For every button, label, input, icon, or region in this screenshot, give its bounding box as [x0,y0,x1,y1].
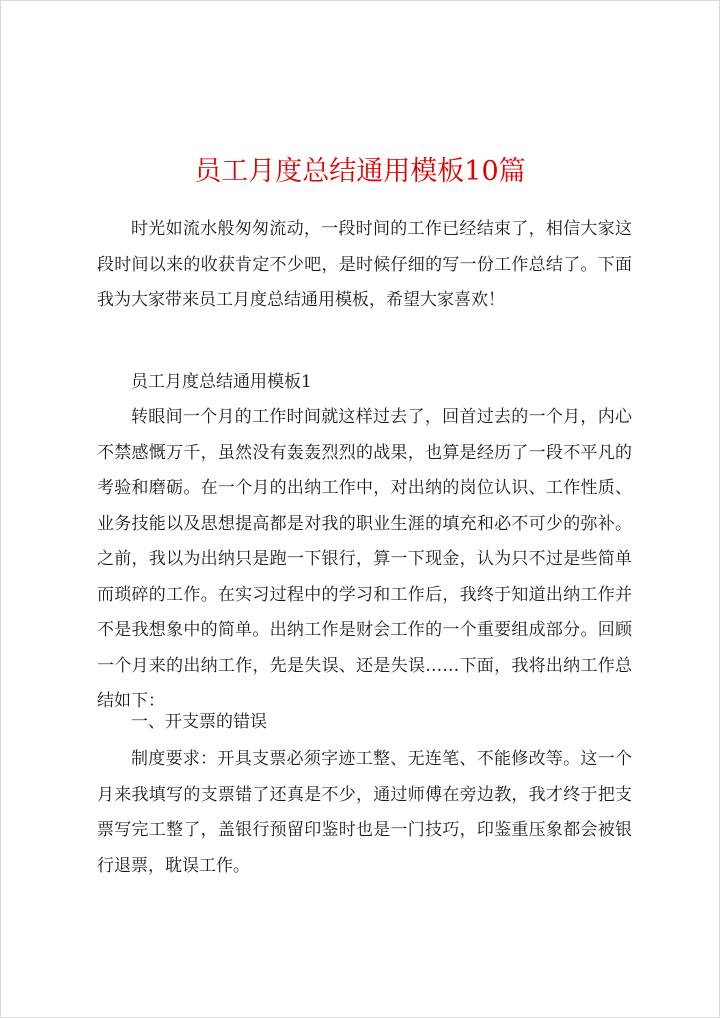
subheading-cheque-errors: 一、开支票的错误 [131,712,267,732]
document-title: 员工月度总结通用模板10篇 [194,156,526,187]
section-title: 员工月度总结通用模板1 [131,372,312,392]
intro-paragraph: 时光如流水般匆匆流动，一段时间的工作已经结束了，相信大家这段时间以来的收获肯定不少吧，是时候仔细的写一份工作总结了。下面我为大家带来员工月度总结通用模板，希望大家喜欢！ [97,219,632,310]
body-paragraph-2: 制度要求：开具支票必须字迹工整、无连笔、不能修改等。这一个月来我填写的支票错了还真是不少，通过师傅在旁边教，我才终于把支票写完工整了，盖银行预留印鉴时也是一门技巧，印鉴重压象都会被银行退票，耽误工作。 [97,749,632,876]
body-paragraph-1: 转眼间一个月的工作时间就这样过去了，回首过去的一个月，内心不禁感慨万千，虽然没有轰轰烈烈的战果，也算是经历了一段不平凡的考验和磨砺。在一个月的出纳工作中，对出纳的岗位认识、工作性质、业务技能以及思想提高都是对我的职业生涯的填充和必不可少的弥补。之前，我以为出纳只是跑一下银行，算一下现金，认为只不过是些简单而琐碎的工作。在实习过程中的学习和工作后，我终于知道出纳工作并不是我想象中的简单。出纳工作是财会工作的一个重要组成部分。回顾一个月来的出纳工作，先是失误、还是失误……下面，我将出纳工作总结如下： [97,407,632,711]
